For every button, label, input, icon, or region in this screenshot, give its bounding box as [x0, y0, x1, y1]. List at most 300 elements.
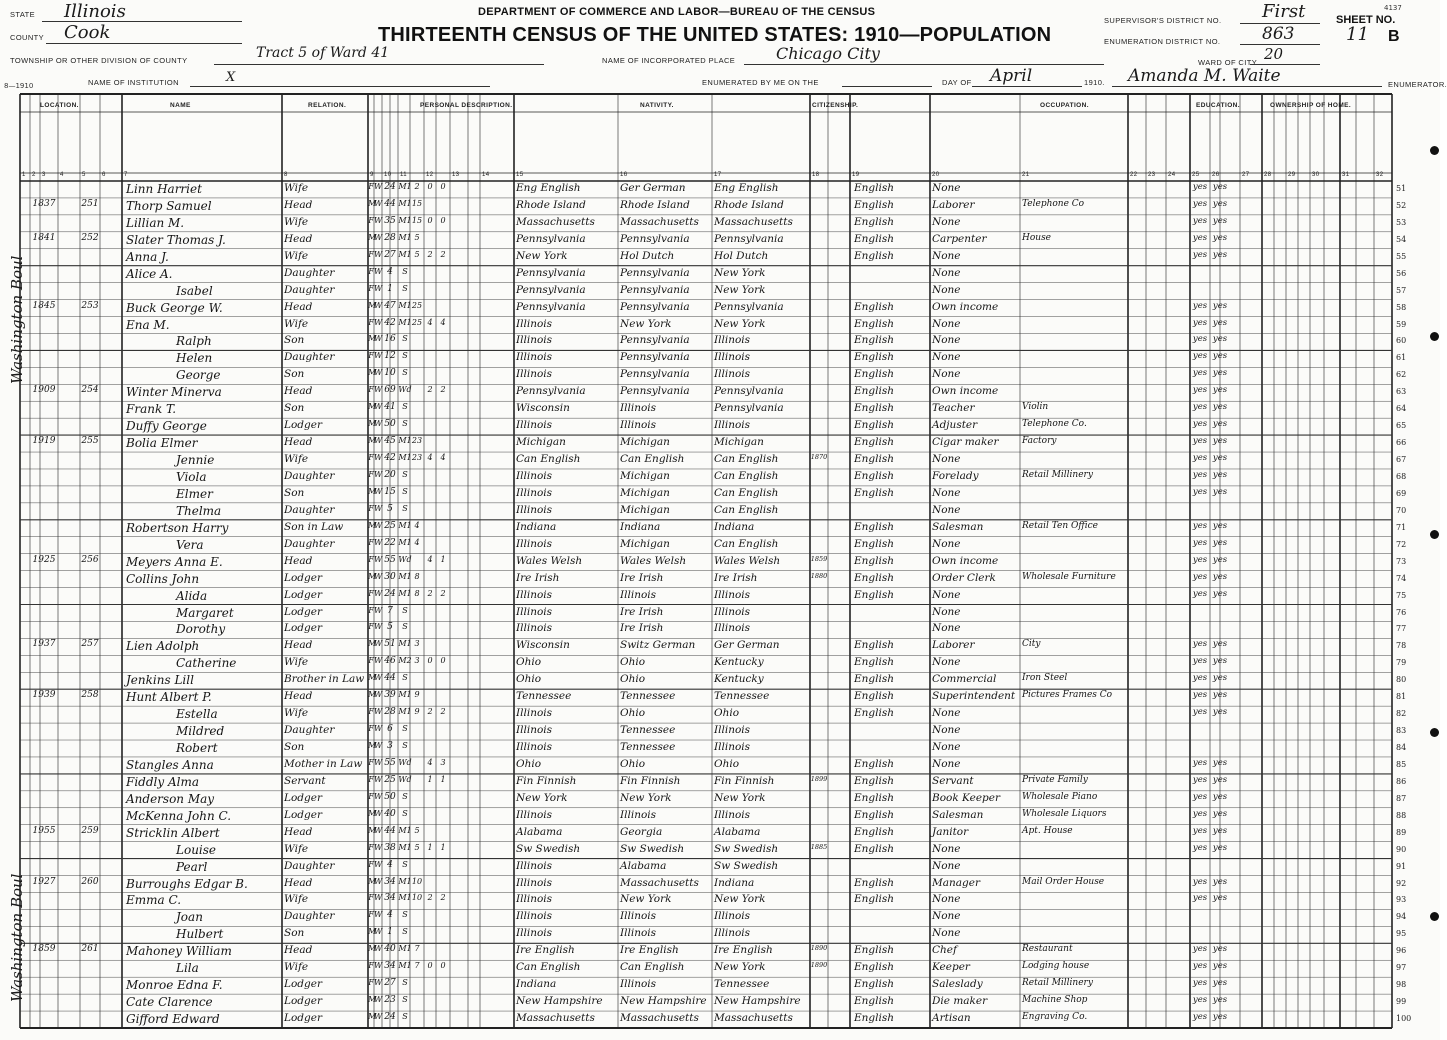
race: W — [374, 182, 383, 191]
relation: Son — [284, 402, 305, 415]
can-write: yes — [1212, 182, 1228, 192]
person-name: George — [176, 368, 221, 383]
marital-status: S — [402, 486, 408, 496]
occupation-trade: Salesman — [932, 808, 984, 821]
family-number: 260 — [81, 876, 99, 887]
person-name: Isabel — [176, 283, 213, 298]
occupation-trade: None — [932, 368, 961, 381]
birthplace-father: Alabama — [620, 859, 667, 872]
column-number: 14 — [482, 172, 490, 178]
can-read: yes — [1192, 944, 1208, 955]
language-spoken: English — [854, 825, 895, 838]
birthplace-person: Illinois — [516, 808, 553, 821]
relation: Wife — [284, 893, 309, 906]
column-number: 25 — [1192, 172, 1200, 178]
line-number: 72 — [1396, 539, 1407, 549]
birthplace-mother: Ire Irish — [714, 571, 758, 584]
relation: Lodger — [284, 1012, 322, 1025]
can-write: yes — [1212, 842, 1228, 853]
relation: Son — [284, 334, 305, 347]
county-value: Cook — [64, 22, 111, 43]
can-write: yes — [1212, 588, 1228, 599]
marital-status: Wd — [398, 385, 412, 395]
age: 50 — [384, 791, 396, 802]
occupation-industry: Private Family — [1022, 774, 1088, 785]
birthplace-person: New York — [516, 249, 568, 262]
birthplace-person: Illinois — [516, 741, 553, 754]
line-number: 79 — [1396, 658, 1407, 668]
person-name: Meyers Anna E. — [126, 554, 223, 569]
occupation-industry: Wholesale Furniture — [1022, 571, 1116, 582]
marital-status: M1 — [398, 317, 412, 327]
sex: M — [368, 876, 377, 886]
can-write: yes — [1212, 961, 1228, 972]
can-write: yes — [1212, 334, 1228, 345]
immigration-year: 1890 — [810, 961, 828, 970]
race: W — [374, 859, 383, 869]
can-read: yes — [1192, 842, 1208, 853]
sex: M — [368, 419, 377, 429]
race: W — [374, 588, 383, 598]
birthplace-father: Indiana — [620, 520, 661, 533]
birthplace-mother: Tennessee — [714, 978, 770, 991]
birthplace-father: Ire English — [620, 944, 679, 957]
children-living: 3 — [440, 757, 446, 767]
occupation-trade: Saleslady — [932, 978, 983, 991]
sex: M — [368, 520, 377, 530]
column-group-heading: PERSONAL DESCRIPTION. — [420, 102, 513, 109]
column-number: 10 — [384, 172, 392, 178]
race: W — [374, 724, 383, 734]
marital-status: M1 — [398, 300, 412, 310]
language-spoken: English — [854, 842, 895, 855]
birthplace-person: Pennsylvania — [516, 266, 586, 279]
age: 24 — [384, 1012, 396, 1023]
age: 42 — [384, 317, 396, 328]
occupation-industry: Pictures Frames Co — [1022, 690, 1113, 701]
language-spoken: English — [854, 961, 895, 974]
birthplace-person: Indiana — [516, 520, 557, 533]
age: 12 — [384, 351, 396, 362]
birthplace-person: Illinois — [516, 588, 553, 601]
age: 55 — [384, 757, 396, 768]
person-name: Monroe Edna F. — [126, 978, 223, 993]
person-name: Linn Harriet — [126, 182, 202, 196]
years-married: 25 — [411, 300, 423, 310]
birthplace-father: Pennsylvania — [620, 300, 690, 313]
language-spoken: English — [854, 944, 895, 957]
column-number: 19 — [852, 172, 860, 178]
line-number: 52 — [1396, 200, 1407, 210]
birthplace-father: Illinois — [620, 927, 657, 940]
relation: Head — [284, 876, 313, 889]
line-number: 70 — [1396, 505, 1407, 515]
marital-status: S — [402, 419, 408, 429]
marital-status: M1 — [398, 436, 412, 446]
sex: M — [368, 232, 377, 242]
line-number: 87 — [1396, 793, 1407, 803]
age: 3 — [387, 741, 393, 752]
children-born: 2 — [427, 385, 433, 395]
can-read: yes — [1192, 215, 1208, 226]
can-write: yes — [1212, 436, 1228, 447]
birthplace-mother: Pennsylvania — [714, 232, 784, 245]
can-read: yes — [1192, 774, 1208, 785]
line-number: 76 — [1396, 607, 1407, 617]
birthplace-person: Illinois — [516, 859, 553, 872]
relation: Wife — [284, 453, 309, 466]
birthplace-person: Pennsylvania — [516, 385, 586, 398]
column-group-heading: NAME — [170, 102, 191, 109]
occupation-trade: None — [932, 182, 961, 194]
person-name: Buck George W. — [126, 300, 223, 315]
language-spoken: English — [854, 690, 895, 703]
line-number: 58 — [1396, 302, 1407, 312]
person-name: Thelma — [176, 503, 222, 518]
can-write: yes — [1212, 774, 1228, 785]
birthplace-father: Ohio — [620, 673, 646, 686]
birthplace-person: Fin Finnish — [516, 774, 577, 787]
sex: F — [368, 554, 374, 564]
birthplace-father: Can English — [620, 453, 685, 466]
birthplace-mother: Can English — [714, 503, 779, 516]
relation: Mother in Law — [284, 757, 363, 770]
children-born: 4 — [427, 453, 433, 463]
race: W — [374, 910, 383, 920]
can-read: yes — [1192, 673, 1208, 684]
birthplace-mother: Tennessee — [714, 690, 770, 703]
department-heading: DEPARTMENT OF COMMERCE AND LABOR—BUREAU OF THE CENSUS — [478, 6, 876, 18]
relation: Lodger — [284, 605, 322, 618]
age: 42 — [384, 453, 396, 464]
years-married: 15 — [411, 215, 423, 225]
language-spoken: English — [854, 469, 895, 482]
person-name: Dorothy — [176, 622, 226, 637]
person-name: Emma C. — [126, 893, 182, 908]
age: 25 — [384, 520, 396, 531]
dwelling-number: 1927 — [32, 876, 56, 887]
column-number: 32 — [1376, 172, 1384, 178]
person-name: Viola — [176, 469, 207, 484]
line-number: 63 — [1396, 387, 1407, 397]
birthplace-mother: New York — [714, 266, 766, 279]
birthplace-father: Tennessee — [620, 741, 676, 754]
birthplace-mother: Ohio — [714, 757, 740, 770]
can-read: yes — [1192, 419, 1208, 430]
age: 24 — [384, 182, 396, 192]
can-read: yes — [1192, 571, 1208, 582]
age: 50 — [384, 419, 396, 430]
sex: M — [368, 808, 377, 818]
race: W — [374, 453, 383, 463]
can-write: yes — [1212, 876, 1228, 887]
birthplace-person: Michigan — [516, 436, 566, 449]
sex: F — [368, 588, 374, 598]
birthplace-mother: Illinois — [714, 334, 751, 347]
can-write: yes — [1212, 520, 1228, 531]
column-number: 11 — [400, 172, 408, 178]
children-born: 0 — [427, 182, 433, 191]
age: 44 — [384, 673, 396, 684]
age: 28 — [384, 707, 396, 718]
race: W — [374, 436, 383, 446]
age: 15 — [384, 486, 396, 497]
can-write: yes — [1212, 673, 1228, 684]
children-living: 0 — [440, 182, 446, 191]
sex: F — [368, 283, 374, 293]
birthplace-person: Pennsylvania — [516, 283, 586, 296]
language-spoken: English — [854, 554, 895, 567]
relation: Daughter — [284, 859, 335, 872]
occupation-trade: None — [932, 334, 961, 347]
birthplace-father: Sw Swedish — [620, 842, 685, 855]
occupation-trade: None — [932, 707, 961, 720]
birthplace-person: Massachusetts — [516, 215, 595, 228]
dwelling-number: 1919 — [32, 436, 56, 447]
race: W — [374, 537, 383, 547]
sex: F — [368, 453, 374, 463]
column-number: 12 — [426, 172, 434, 178]
column-number: 5 — [82, 172, 86, 178]
occupation-industry: Telephone Co — [1022, 198, 1085, 209]
occupation-trade: Cigar maker — [932, 436, 999, 449]
marital-status: S — [402, 283, 408, 293]
birthplace-father: Illinois — [620, 588, 657, 601]
children-born: 1 — [427, 842, 433, 852]
marital-status: S — [402, 351, 408, 361]
column-number: 13 — [452, 172, 460, 178]
enumerated-label: ENUMERATED BY ME ON THE — [702, 78, 819, 87]
occupation-industry: Retail Ten Office — [1022, 520, 1098, 531]
dwelling-number: 1937 — [32, 639, 56, 650]
age: 44 — [384, 198, 396, 209]
relation: Servant — [284, 774, 326, 787]
age: 5 — [387, 622, 393, 633]
can-write: yes — [1212, 554, 1228, 565]
age: 20 — [384, 469, 396, 480]
birthplace-person: Rhode Island — [516, 198, 586, 211]
can-write: yes — [1212, 808, 1228, 819]
sex: F — [368, 842, 374, 852]
person-name: Ena M. — [126, 317, 170, 332]
language-spoken: English — [854, 300, 895, 313]
birthplace-mother: Can English — [714, 469, 779, 482]
sex: M — [368, 571, 377, 581]
children-born: 2 — [427, 588, 433, 598]
birthplace-person: Illinois — [516, 605, 553, 618]
occupation-industry: Lodging house — [1022, 961, 1090, 972]
relation: Lodger — [284, 791, 322, 804]
children-living: 2 — [440, 893, 446, 903]
birthplace-person: Alabama — [516, 825, 563, 838]
birthplace-mother: New York — [714, 791, 766, 804]
children-born: 2 — [427, 249, 433, 259]
marital-status: S — [402, 978, 408, 988]
can-write: yes — [1212, 385, 1228, 396]
birthplace-father: Ger German — [620, 182, 686, 194]
can-write: yes — [1212, 791, 1228, 802]
race: W — [374, 961, 383, 971]
language-spoken: English — [854, 757, 895, 770]
language-spoken: English — [854, 249, 895, 262]
age: 40 — [384, 944, 396, 955]
person-name: Lila — [176, 961, 199, 976]
language-spoken: English — [854, 995, 895, 1008]
years-married: 5 — [414, 825, 420, 835]
race: W — [374, 368, 383, 378]
occupation-trade: Own income — [932, 554, 999, 567]
occupation-trade: Artisan — [932, 1012, 971, 1025]
sex: F — [368, 978, 374, 988]
person-name: Fiddly Alma — [126, 774, 199, 789]
marital-status: S — [402, 791, 408, 801]
sex: F — [368, 537, 374, 547]
line-number: 73 — [1396, 556, 1407, 566]
birthplace-father: Michigan — [620, 537, 670, 550]
can-write: yes — [1212, 402, 1228, 413]
can-write: yes — [1212, 232, 1228, 243]
age: 1 — [387, 927, 393, 938]
birthplace-mother: Illinois — [714, 910, 751, 923]
birthplace-mother: Illinois — [714, 351, 751, 364]
birthplace-person: Can English — [516, 961, 581, 974]
can-read: yes — [1192, 639, 1208, 650]
age: 6 — [387, 724, 393, 735]
birthplace-person: Illinois — [516, 707, 553, 720]
can-write: yes — [1212, 944, 1228, 955]
language-spoken: English — [854, 215, 895, 228]
sex: F — [368, 961, 374, 971]
birthplace-father: New Hampshire — [620, 995, 707, 1008]
race: W — [374, 402, 383, 412]
language-spoken: English — [854, 639, 895, 652]
birthplace-mother: Alabama — [714, 825, 761, 838]
sheet-label: SHEET NO. — [1336, 14, 1396, 26]
race: W — [374, 808, 383, 818]
birthplace-mother: Ire English — [714, 944, 773, 957]
age: 40 — [384, 808, 396, 819]
immigration-year: 1890 — [810, 944, 828, 953]
line-number: 80 — [1396, 675, 1407, 685]
birthplace-father: New York — [620, 791, 672, 804]
birthplace-person: Eng English — [516, 182, 581, 194]
occupation-trade: Superintendent — [932, 690, 1016, 703]
supervisor-value: First — [1262, 1, 1306, 22]
line-number: 97 — [1396, 963, 1407, 973]
birthplace-father: New York — [620, 893, 672, 906]
occupation-trade: None — [932, 910, 961, 923]
occupation-industry: Violin — [1022, 402, 1049, 413]
person-name: Elmer — [176, 486, 213, 501]
marital-status: S — [402, 995, 408, 1005]
dwelling-number: 1909 — [32, 385, 56, 396]
age: 34 — [384, 876, 396, 887]
language-spoken: English — [854, 808, 895, 821]
can-write: yes — [1212, 978, 1228, 989]
state-value: Illinois — [64, 1, 126, 22]
immigration-year: 1859 — [810, 554, 828, 563]
birthplace-father: Massachusetts — [620, 215, 699, 228]
immigration-year: 1880 — [810, 571, 828, 580]
column-number: 28 — [1264, 172, 1272, 178]
occupation-trade: Salesman — [932, 520, 984, 533]
birthplace-mother: Illinois — [714, 588, 751, 601]
birthplace-person: Illinois — [516, 910, 553, 923]
children-born: 4 — [427, 757, 433, 767]
birthplace-mother: Illinois — [714, 605, 751, 618]
marital-status: M1 — [398, 571, 412, 581]
can-read: yes — [1192, 300, 1208, 311]
can-write: yes — [1212, 656, 1228, 667]
marital-status: S — [402, 910, 408, 920]
language-spoken: English — [854, 791, 895, 804]
birthplace-father: Can English — [620, 961, 685, 974]
can-read: yes — [1192, 198, 1208, 209]
birthplace-father: Michigan — [620, 436, 670, 449]
age: 55 — [384, 554, 396, 565]
relation: Son — [284, 741, 305, 754]
birthplace-person: Illinois — [516, 503, 553, 516]
marital-status: M1 — [398, 198, 412, 208]
race: W — [374, 554, 383, 564]
occupation-trade: None — [932, 283, 961, 296]
family-number: 257 — [81, 639, 99, 650]
can-read: yes — [1192, 791, 1208, 802]
birthplace-person: Illinois — [516, 537, 553, 550]
can-write: yes — [1212, 419, 1228, 430]
birthplace-father: Illinois — [620, 419, 657, 432]
person-name: Louise — [176, 842, 217, 857]
street-label: Washington Boul — [8, 873, 26, 1002]
race: W — [374, 469, 383, 479]
birthplace-father: Tennessee — [620, 724, 676, 737]
column-number: 1 — [22, 172, 26, 178]
birthplace-father: Ire Irish — [620, 571, 664, 584]
occupation-trade: Servant — [932, 774, 974, 787]
relation: Head — [284, 385, 313, 398]
children-living: 4 — [440, 453, 446, 463]
birthplace-person: Ohio — [516, 757, 542, 770]
column-number: 17 — [714, 172, 722, 178]
person-name: Frank T. — [126, 402, 177, 417]
birthplace-mother: New York — [714, 961, 766, 974]
birthplace-father: Pennsylvania — [620, 283, 690, 296]
marital-status: M2 — [398, 656, 412, 666]
children-living: 0 — [440, 961, 446, 971]
occupation-trade: Janitor — [932, 825, 969, 838]
birthplace-father: Michigan — [620, 469, 670, 482]
birthplace-mother: Ohio — [714, 707, 740, 720]
relation: Head — [284, 232, 313, 245]
column-group-heading: CITIZENSHIP. — [812, 102, 859, 109]
can-write: yes — [1212, 537, 1228, 548]
years-married: 9 — [414, 707, 420, 717]
can-read: yes — [1192, 757, 1208, 768]
birthplace-mother: Massachusetts — [714, 1012, 793, 1025]
birthplace-person: Ohio — [516, 673, 542, 686]
age: 4 — [387, 910, 393, 921]
person-name: Catherine — [176, 656, 237, 671]
occupation-trade: None — [932, 486, 961, 499]
marital-status: M1 — [398, 215, 412, 225]
can-read: yes — [1192, 995, 1208, 1006]
marital-status: M1 — [398, 182, 412, 191]
column-number: 7 — [124, 172, 128, 178]
language-spoken: English — [854, 486, 895, 499]
column-number: 4 — [60, 172, 64, 178]
institution-label: NAME OF INSTITUTION — [88, 78, 179, 87]
can-write: yes — [1212, 1012, 1228, 1023]
